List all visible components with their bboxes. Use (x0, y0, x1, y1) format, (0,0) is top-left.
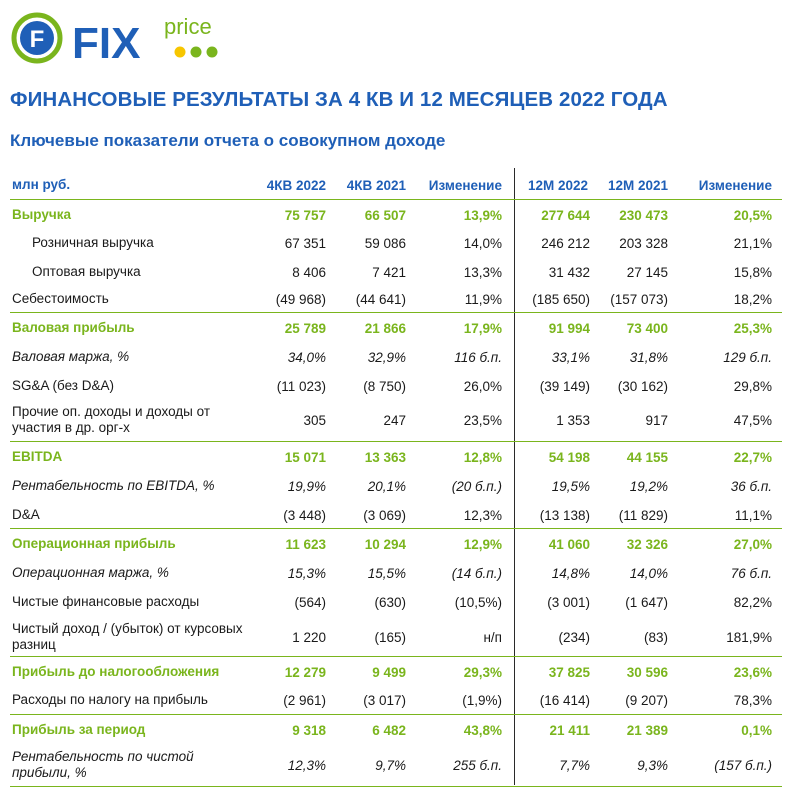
row-label: Чистый доход / (убыток) от курсовых разниц (12, 621, 243, 652)
cell-value: 19,2% (629, 478, 668, 494)
cell-value: 31,8% (629, 349, 668, 365)
cell-value: (11 023) (276, 378, 326, 394)
cell-value: 10 294 (364, 536, 406, 552)
cell-value: 20,5% (733, 207, 772, 223)
cell-value: 21 411 (549, 722, 590, 738)
cell-value: 19,9% (287, 478, 326, 494)
cell-value: (1 647) (625, 594, 668, 610)
cell-value: 9 499 (372, 664, 406, 680)
cell-value: 1 220 (292, 629, 326, 645)
cell-value: 7,7% (559, 757, 590, 773)
row-label: Прибыль за период (12, 722, 146, 737)
cell-value: 14,0% (629, 565, 668, 581)
table-row (10, 372, 782, 400)
cell-value: 44 155 (626, 449, 668, 465)
logo-graphic (8, 8, 248, 66)
cell-value: (185 650) (532, 291, 590, 307)
cell-value: 14,8% (551, 565, 590, 581)
cell-value: 29,3% (463, 664, 502, 680)
cell-value: 18,2% (733, 291, 772, 307)
cell-value: 15,5% (367, 565, 406, 581)
cell-value: (157 б.п.) (714, 757, 772, 773)
table-row (10, 314, 782, 342)
row-divider (10, 656, 782, 657)
svg-text:F: F (29, 26, 45, 53)
cell-value: (49 968) (275, 291, 326, 307)
cell-value: 11,9% (464, 291, 502, 307)
table-row (10, 686, 782, 714)
cell-value: 25 789 (284, 320, 326, 336)
cell-value: (20 б.п.) (451, 478, 502, 494)
cell-value: 116 б.п. (454, 349, 502, 365)
cell-value: 9,7% (375, 757, 406, 773)
row-label: Оптовая выручка (32, 264, 141, 279)
cell-value: 27,0% (733, 536, 772, 552)
table-row (10, 588, 782, 616)
cell-value: 30 596 (626, 664, 668, 680)
table-row (10, 618, 782, 656)
cell-value: 54 198 (548, 449, 590, 465)
table-bottom-line (10, 786, 782, 787)
cell-value: (165) (374, 629, 406, 645)
cell-value: 277 644 (541, 207, 590, 223)
table-row (10, 559, 782, 587)
cell-value: (3 001) (547, 594, 590, 610)
column-header: 12М 2022 (527, 177, 588, 193)
cell-value: 32 326 (626, 536, 668, 552)
cell-value: (8 750) (363, 378, 406, 394)
cell-value: 6 482 (372, 722, 406, 738)
cell-value: 26,0% (463, 378, 502, 394)
cell-value: (13 138) (539, 507, 590, 523)
cell-value: 59 086 (364, 235, 406, 251)
cell-value: 67 351 (284, 235, 326, 251)
cell-value: (30 162) (617, 378, 668, 394)
row-divider (10, 528, 782, 529)
cell-value: 19,5% (551, 478, 590, 494)
cell-value: (157 073) (610, 291, 668, 307)
cell-value: (10,5%) (454, 594, 502, 610)
table-row (10, 343, 782, 371)
table-row (10, 400, 782, 440)
cell-value: (564) (294, 594, 326, 610)
cell-value: 17,9% (463, 320, 502, 336)
table-row (10, 229, 782, 257)
cell-value: (9 207) (625, 692, 668, 708)
cell-value: 15,8% (733, 264, 772, 280)
cell-value: 43,8% (463, 722, 502, 738)
cell-value: 33,1% (551, 349, 590, 365)
row-label: D&A (12, 507, 40, 522)
table-row (10, 746, 782, 784)
cell-value: 13,3% (463, 264, 502, 280)
cell-value: 129 б.п. (723, 349, 772, 365)
cell-value: 246 212 (541, 235, 590, 251)
cell-value: (14 б.п.) (451, 565, 502, 581)
cell-value: 13 363 (364, 449, 406, 465)
row-label: Себестоимость (12, 291, 109, 306)
cell-value: 31 432 (548, 264, 590, 280)
row-label: SG&A (без D&A) (12, 378, 115, 393)
cell-value: 15,3% (287, 565, 326, 581)
row-label: Рентабельность по чистой прибыли, % (12, 749, 194, 780)
cell-value: 230 473 (619, 207, 668, 223)
cell-value: 21 866 (364, 320, 406, 336)
page-subtitle: Ключевые показатели отчета о совокупном доходе (10, 131, 446, 150)
row-label: Операционная прибыль (12, 536, 176, 551)
logo-price-text: price (164, 14, 212, 39)
cell-value: 7 421 (372, 264, 406, 280)
cell-value: (83) (643, 629, 668, 645)
cell-value: 11,1% (734, 507, 772, 523)
cell-value: 11 623 (285, 536, 326, 552)
table-row (10, 258, 782, 286)
cell-value: 23,5% (463, 412, 502, 428)
cell-value: 917 (645, 412, 668, 428)
cell-value: 247 (383, 412, 406, 428)
column-header: Изменение (428, 177, 502, 193)
cell-value: 73 400 (626, 320, 668, 336)
fixprice-logo (8, 8, 248, 66)
cell-value: (16 414) (539, 692, 590, 708)
cell-value: 36 б.п. (730, 478, 772, 494)
header-divider (10, 199, 782, 200)
row-label: Чистые финансовые расходы (12, 594, 200, 609)
cell-value: (39 149) (539, 378, 590, 394)
column-header: 12М 2021 (607, 177, 668, 193)
cell-value: 23,6% (733, 664, 772, 680)
column-header: 4КВ 2021 (346, 177, 406, 193)
cell-value: (234) (558, 629, 590, 645)
cell-value: 13,9% (463, 207, 502, 223)
cell-value: 32,9% (367, 349, 406, 365)
cell-value: (2 961) (283, 692, 326, 708)
row-label: EBITDA (12, 449, 63, 464)
cell-value: 255 б.п. (453, 757, 502, 773)
cell-value: 181,9% (726, 629, 772, 645)
cell-value: (11 829) (618, 507, 668, 523)
row-divider (10, 441, 782, 442)
cell-value: 37 825 (548, 664, 590, 680)
cell-value: 15 071 (284, 449, 326, 465)
cell-value: 27 145 (626, 264, 668, 280)
cell-value: (44 641) (355, 291, 406, 307)
table-row (10, 658, 782, 686)
table-header (10, 170, 782, 200)
table-row (10, 202, 782, 228)
cell-value: 91 994 (548, 320, 590, 336)
column-header: млн руб. (12, 177, 71, 192)
row-label: Валовая прибыль (12, 320, 135, 335)
table-row (10, 530, 782, 558)
table-row (10, 716, 782, 744)
table-row (10, 501, 782, 529)
cell-value: 9 318 (292, 722, 326, 738)
row-label: Прочие оп. доходы и доходы от участия в др. орг-х (12, 404, 211, 435)
financial-table (10, 168, 782, 785)
column-header: 4КВ 2022 (266, 177, 326, 193)
cell-value: (3 069) (363, 507, 406, 523)
cell-value: н/п (483, 629, 502, 645)
cell-value: 21 389 (626, 722, 668, 738)
cell-value: 14,0% (463, 235, 502, 251)
cell-value: (3 448) (283, 507, 326, 523)
row-label: Прибыль до налогообложения (12, 664, 220, 679)
cell-value: 1 353 (556, 412, 590, 428)
table-row (10, 443, 782, 471)
row-label: Операционная маржа, % (12, 565, 169, 580)
cell-value: 25,3% (733, 320, 772, 336)
row-label: Валовая маржа, % (12, 349, 130, 364)
column-header: Изменение (698, 177, 772, 193)
cell-value: 21,1% (733, 235, 772, 251)
cell-value: 203 328 (619, 235, 668, 251)
row-divider (10, 312, 782, 313)
cell-value: 8 406 (292, 264, 326, 280)
cell-value: 0,1% (741, 722, 772, 738)
page-title: ФИНАНСОВЫЕ РЕЗУЛЬТАТЫ ЗА 4 КВ И 12 МЕСЯЦЕВ 2022 ГОДА (10, 88, 668, 111)
row-label: Расходы по налогу на прибыль (12, 692, 208, 707)
cell-value: 305 (303, 412, 326, 428)
cell-value: 22,7% (733, 449, 772, 465)
cell-value: 9,3% (637, 757, 668, 773)
cell-value: 12,9% (463, 536, 502, 552)
cell-value: 29,8% (733, 378, 772, 394)
cell-value: 75 757 (284, 207, 326, 223)
table-row (10, 285, 782, 313)
cell-value: 78,3% (733, 692, 772, 708)
cell-value: 66 507 (364, 207, 406, 223)
cell-value: 12,8% (463, 449, 502, 465)
cell-value: 34,0% (287, 349, 326, 365)
cell-value: 12 279 (284, 664, 326, 680)
cell-value: 12,3% (287, 757, 326, 773)
cell-value: (630) (374, 594, 406, 610)
cell-value: (1,9%) (462, 692, 502, 708)
row-divider (10, 714, 782, 715)
cell-value: 12,3% (463, 507, 502, 523)
logo-fix-text: FIX (72, 19, 141, 66)
row-label: Розничная выручка (32, 235, 154, 250)
cell-value: 76 б.п. (730, 565, 772, 581)
cell-value: 82,2% (733, 594, 772, 610)
row-label: Рентабельность по EBITDA, % (12, 478, 215, 493)
table-row (10, 472, 782, 500)
cell-value: 20,1% (367, 478, 406, 494)
cell-value: 47,5% (733, 412, 772, 428)
cell-value: (3 017) (363, 692, 406, 708)
cell-value: 41 060 (548, 536, 590, 552)
row-label: Выручка (12, 207, 71, 222)
